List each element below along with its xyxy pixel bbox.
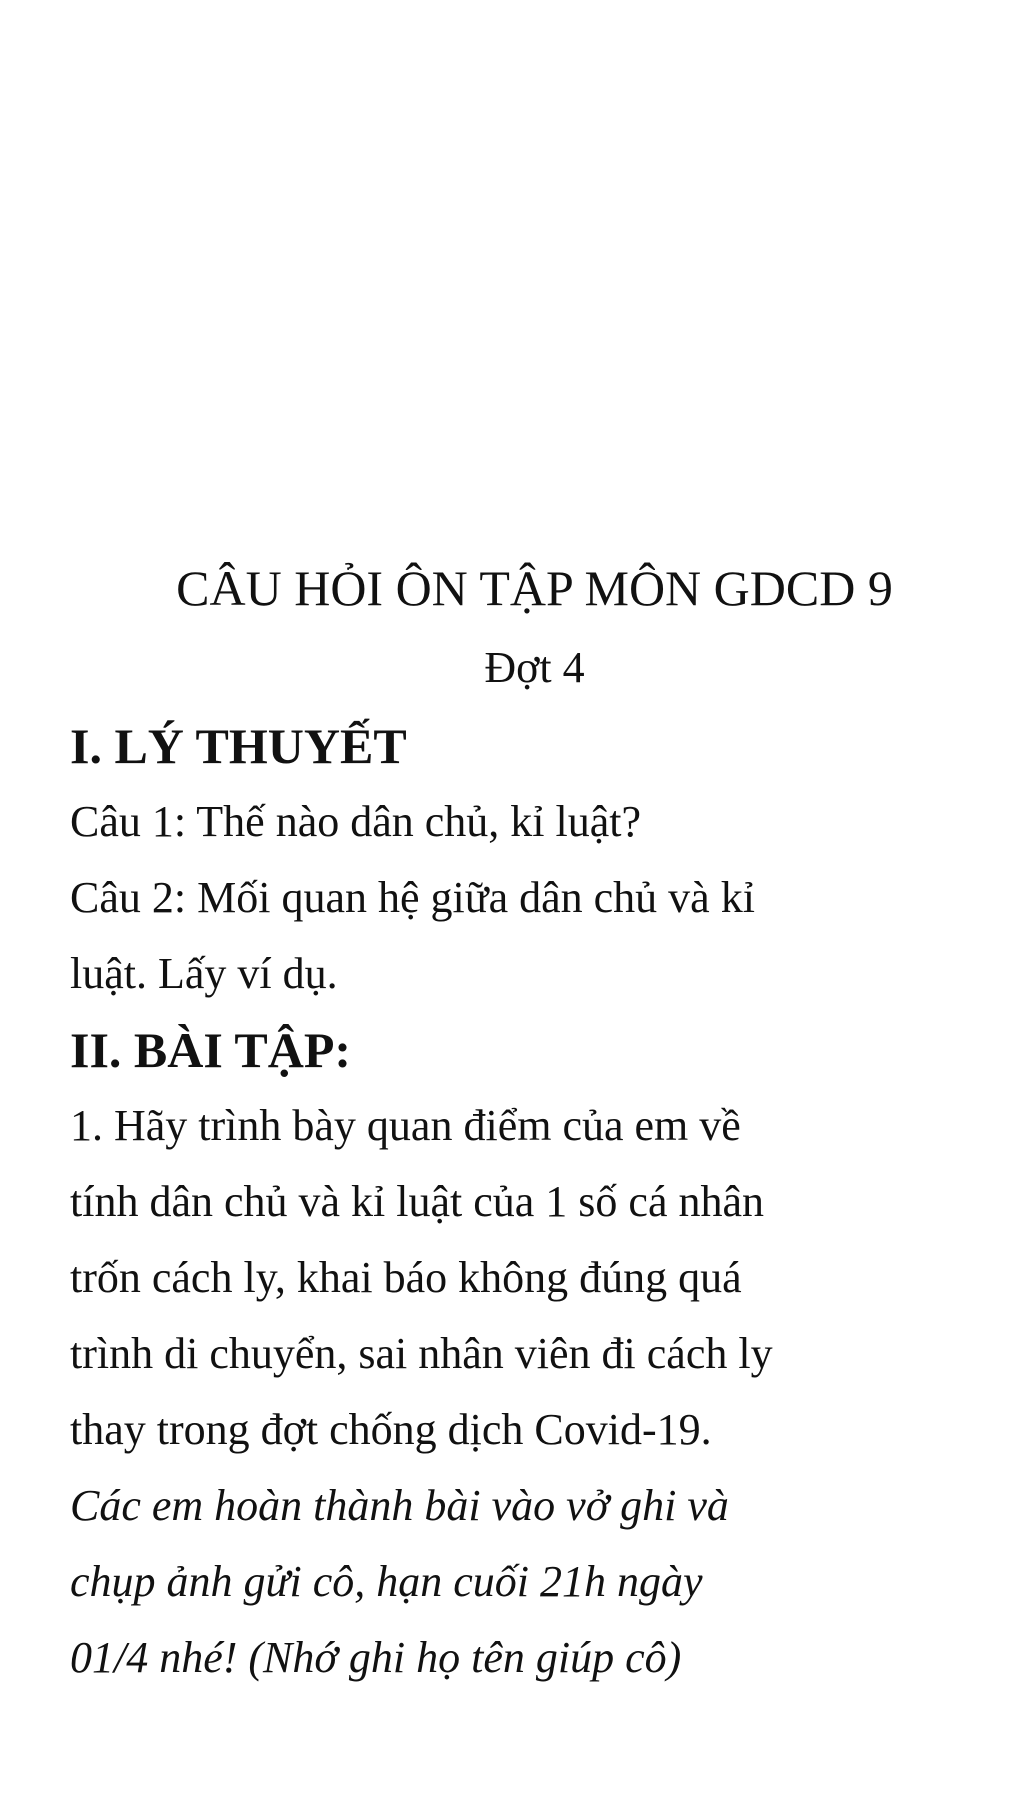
theory-question-line: Câu 2: Mối quan hệ giữa dân chủ và kỉ bbox=[70, 873, 755, 922]
section-heading-exercise: II. BÀI TẬP: bbox=[70, 1022, 352, 1078]
document-body bbox=[0, 548, 1024, 1696]
exercise-line: thay trong đợt chống dịch Covid-19. bbox=[70, 1405, 712, 1454]
instruction-note-line: Các em hoàn thành bài vào vở ghi và bbox=[70, 1481, 729, 1530]
exercise-line: 1. Hãy trình bày quan điểm của em về bbox=[70, 1101, 741, 1150]
document-subtitle: Đợt 4 bbox=[484, 643, 585, 692]
exercise-line: trốn cách ly, khai báo không đúng quá bbox=[70, 1253, 742, 1302]
section-heading-theory: I. LÝ THUYẾT bbox=[70, 718, 407, 774]
document-title: CÂU HỎI ÔN TẬP MÔN GDCD 9 bbox=[176, 560, 893, 616]
instruction-note-line: 01/4 nhé! (Nhớ ghi họ tên giúp cô) bbox=[70, 1633, 682, 1682]
exercise-line: tính dân chủ và kỉ luật của 1 số cá nhân bbox=[70, 1177, 765, 1226]
instruction-note-line: chụp ảnh gửi cô, hạn cuối 21h ngày bbox=[70, 1557, 703, 1606]
theory-question-line: luật. Lấy ví dụ. bbox=[70, 949, 338, 998]
theory-question-line: Câu 1: Thế nào dân chủ, kỉ luật? bbox=[70, 797, 642, 846]
exercise-line: trình di chuyển, sai nhân viên đi cách ly bbox=[70, 1329, 773, 1378]
document-content bbox=[0, 708, 1024, 1696]
